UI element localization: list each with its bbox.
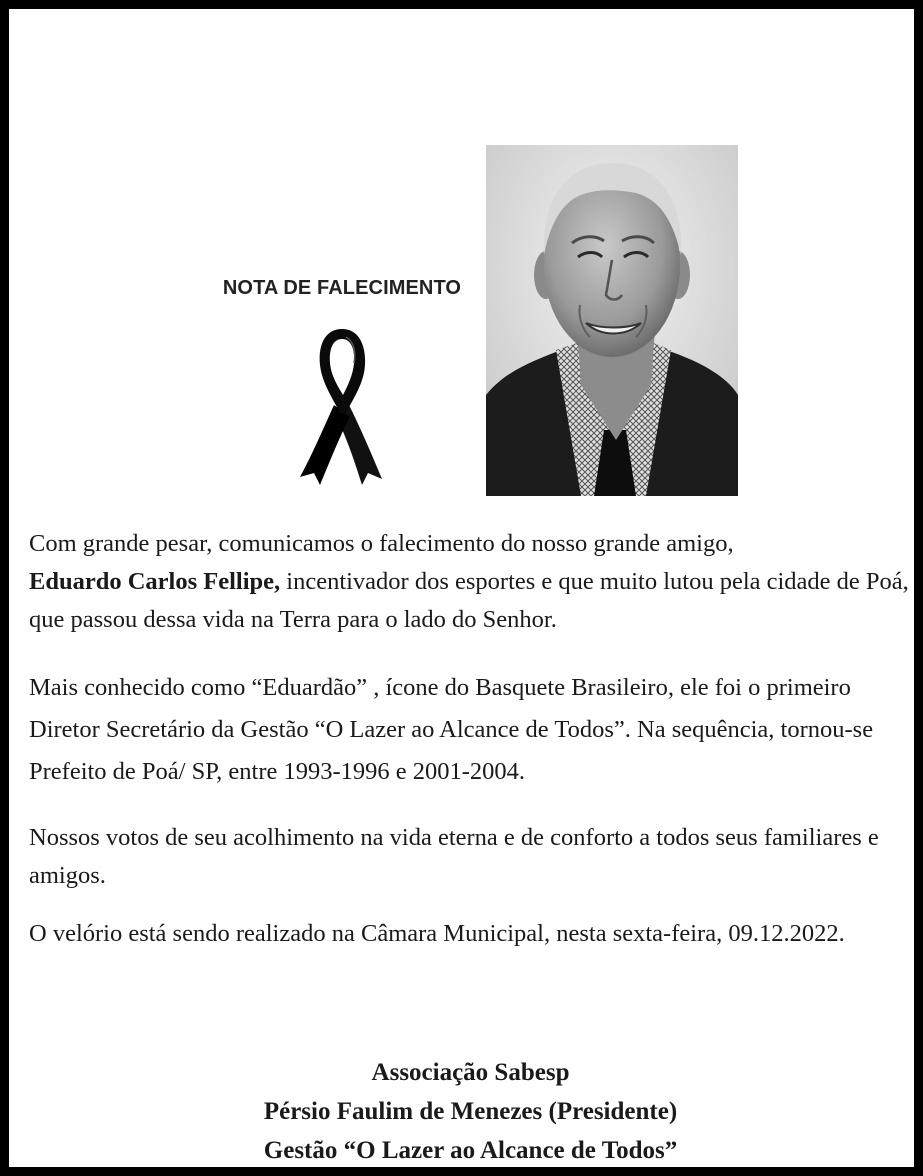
announcement-rest: incentivador dos esportes e que muito lutou pela cidade de Poá, que passou dessa vida na Terra para o lado do Senhor. <box>29 568 909 633</box>
notice-title: NOTA DE FALECIMENTO <box>222 277 462 299</box>
announcement-intro: Com grande pesar, comunicamos o falecimento do nosso grande amigo, <box>29 530 734 557</box>
deceased-name: Eduardo Carlos Fellipe, <box>29 568 281 595</box>
mourning-ribbon-icon <box>294 327 390 485</box>
paragraph-wake-info: O velório está sendo realizado na Câmara Municipal, nesta sexta-feira, 09.12.2022. <box>29 920 845 947</box>
portrait-photo <box>486 145 738 496</box>
paragraph-biography: Mais conhecido como “Eduardão” , ícone do Basquete Brasileiro, ele foi o primeiro Diretor Secretário da Gestão “O Lazer ao Alcance de Todos”. Na sequência, tornou-se Prefeito de Poá/ SP, entre 1993-1996 e 2001-2004. <box>29 674 874 785</box>
signature-organization: Associação Sabesp <box>371 1059 570 1086</box>
notice-body <box>29 525 909 953</box>
signature-president: Pérsio Faulim de Menezes (Presidente) <box>263 1098 678 1125</box>
paragraph-condolences: Nossos votos de seu acolhimento na vida eterna e de conforto a todos seus familiares e amigos. <box>29 824 879 889</box>
signature-block <box>18 1053 923 1170</box>
signature-management: Gestão “O Lazer ao Alcance de Todos” <box>263 1137 678 1164</box>
paragraph-announcement <box>29 525 909 639</box>
